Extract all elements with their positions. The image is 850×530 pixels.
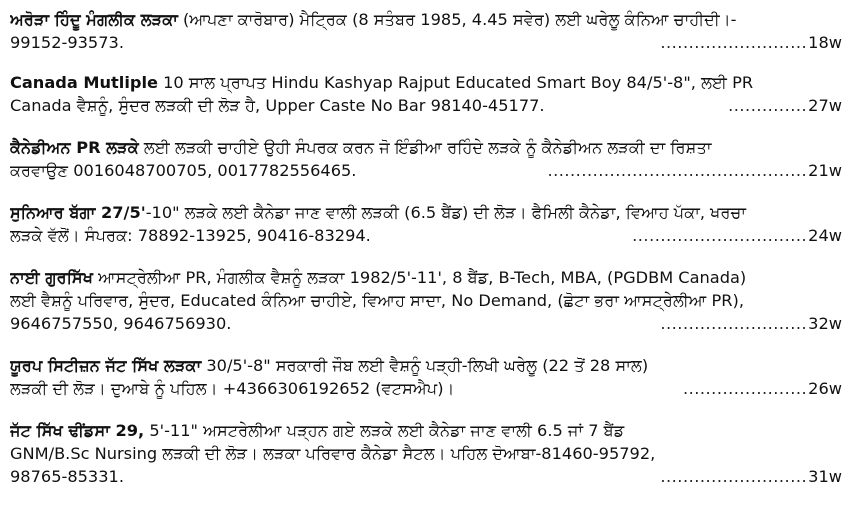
ad-contact: Canada ਵੈਸ਼ਨੂੰ, ਸੁੰਦਰ ਲੜਕੀ ਦੀ ਲੋੜ ਹੈ, Upper Caste No Bar 98140-45177. — [10, 96, 545, 115]
leader-dots: ............................... — [632, 226, 808, 245]
classified-ad — [10, 8, 842, 54]
classified-ad — [10, 354, 842, 400]
ad-lead: ਸੁਨਿਆਰ ਬੱਗਾ 27/5' — [10, 203, 146, 222]
leader-dots: .......................... — [660, 314, 808, 333]
ad-body-line: ਲਈ ਲੜਕੀ ਚਾਹੀਏ ਉਹੀ ਸੰਪਰਕ ਕਰਨ ਜੋ ਇੰਡੀਆ ਰਹਿੰਦੇ ਲੜਕੇ ਨੂੰ ਕੈਨੇਡੀਅਨ ਲੜਕੀ ਦਾ ਰਿਸ਼ਤਾ — [138, 138, 712, 157]
ad-body-line: 30/5'-8" ਸਰਕਾਰੀ ਜੌਬ ਲਈ ਵੈਸ਼ਨੂੰ ਪੜ੍ਹੀ-ਲਿਖੀ ਘਰੇਲੂ (22 ਤੋਂ 28 ਸਾਲ) — [201, 356, 649, 375]
leader-dots: .......................... — [660, 33, 808, 52]
ad-lead: Canada Mutliple — [10, 73, 158, 92]
ad-code: 18w — [808, 33, 842, 52]
classified-ad — [10, 136, 842, 182]
ad-code: 32w — [808, 314, 842, 333]
leader-dots: .............................................. — [547, 161, 808, 180]
leader-dots: .......................... — [660, 467, 808, 486]
ad-code: 21w — [808, 161, 842, 180]
ad-lead: ਅਰੋੜਾ ਹਿੰਦੂ ਮੰਗਲੀਕ ਲੜਕਾ — [10, 10, 178, 29]
ad-body-line: 5'-11" ਅਸਟਰੇਲੀਆ ਪੜ੍ਹਨ ਗਏ ਲੜਕੇ ਲਈ ਕੈਨੇਡਾ ਜਾਣ ਵਾਲੀ 6.5 ਜਾਂ 7 ਬੈਂਡ — [144, 421, 625, 440]
ad-body-line: (ਆਪਣਾ ਕਾਰੋਬਾਰ) ਮੈਟ੍ਰਿਕ (8 ਸਤੰਬਰ 1985, 4.45 ਸਵੇਰ) ਲਈ ਘਰੇਲੂ ਕੰਨਿਆ ਚਾਹੀਦੀ।- — [177, 10, 737, 29]
ad-body-line: ਆਸਟ੍ਰੇਲੀਆ PR, ਮੰਗਲੀਕ ਵੈਸ਼ਨੂੰ ਲੜਕਾ 1982/5'-11', 8 ਬੈਂਡ, B-Tech, MBA, (PGDBM Canada) — [92, 268, 747, 287]
leader-dots: .............. — [728, 96, 808, 115]
classified-ad — [10, 266, 842, 335]
ad-body-line: GNM/B.Sc Nursing ਲੜਕੀ ਦੀ ਲੋੜ। ਲੜਕਾ ਪਰਿਵਾਰ ਕੈਨੇਡਾ ਸੈਟਲ। ਪਹਿਲ ਦੋਆਬਾ-81460-95792, — [10, 444, 656, 463]
ad-code: 24w — [808, 226, 842, 245]
ad-lead: ਨਾਈ ਗੁਰਸਿੱਖ — [10, 268, 93, 287]
ad-lead: ਜੱਟ ਸਿੱਖ ਢੀਂਡਸਾ 29, — [10, 421, 145, 440]
classified-ad — [10, 201, 842, 247]
ad-code: 26w — [808, 379, 842, 398]
ad-lead: ਕੈਨੇਡੀਅਨ PR ਲੜਕੇ — [10, 138, 139, 157]
classified-ad — [10, 419, 842, 488]
ad-lead: ਯੂਰਪ ਸਿਟੀਜ਼ਨ ਜੱਟ ਸਿੱਖ ਲੜਕਾ — [10, 356, 202, 375]
ad-body-line: -10" ਲੜਕੇ ਲਈ ਕੈਨੇਡਾ ਜਾਣ ਵਾਲੀ ਲੜਕੀ (6.5 ਬੈਂਡ) ਦੀ ਲੋੜ। ਫੈਮਿਲੀ ਕੈਨੇਡਾ, ਵਿਆਹ ਪੱਕਾ, ਖਰਚਾ — [145, 203, 747, 222]
ad-contact: ਕਰਵਾਉਣ 0016048700705, 0017782556465. — [10, 161, 357, 180]
ad-contact: ਲੜਕੇ ਵੱਲੋਂ। ਸੰਪਰਕ: 78892-13925, 90416-83294. — [10, 226, 371, 245]
leader-dots: ...................... — [682, 379, 808, 398]
classified-ad — [10, 71, 842, 117]
ad-contact: 98765-85331. — [10, 467, 124, 486]
ad-code: 31w — [808, 467, 842, 486]
ad-body-line: ਲਈ ਵੈਸ਼ਨੂੰ ਪਰਿਵਾਰ, ਸੁੰਦਰ, Educated ਕੰਨਿਆ ਚਾਹੀਏ, ਵਿਆਹ ਸਾਦਾ, No Demand, (ਛੋਟਾ ਭਰਾ ਆਸਟ੍ਰੇਲੀਆ PR), — [10, 291, 744, 310]
ad-body-line: 10 ਸਾਲ ਪ੍ਰਾਪਤ Hindu Kashyap Rajput Educated Smart Boy 84/5'-8", ਲਈ PR — [157, 73, 754, 92]
ad-code: 27w — [808, 96, 842, 115]
ad-contact: ਲੜਕੀ ਦੀ ਲੋੜ। ਦੁਆਬੇ ਨੂੰ ਪਹਿਲ। +4366306192652 (ਵਟਸਐਪ)। — [10, 379, 455, 398]
ad-contact: 9646757550, 9646756930. — [10, 314, 232, 333]
ad-contact: 99152-93573. — [10, 33, 124, 52]
